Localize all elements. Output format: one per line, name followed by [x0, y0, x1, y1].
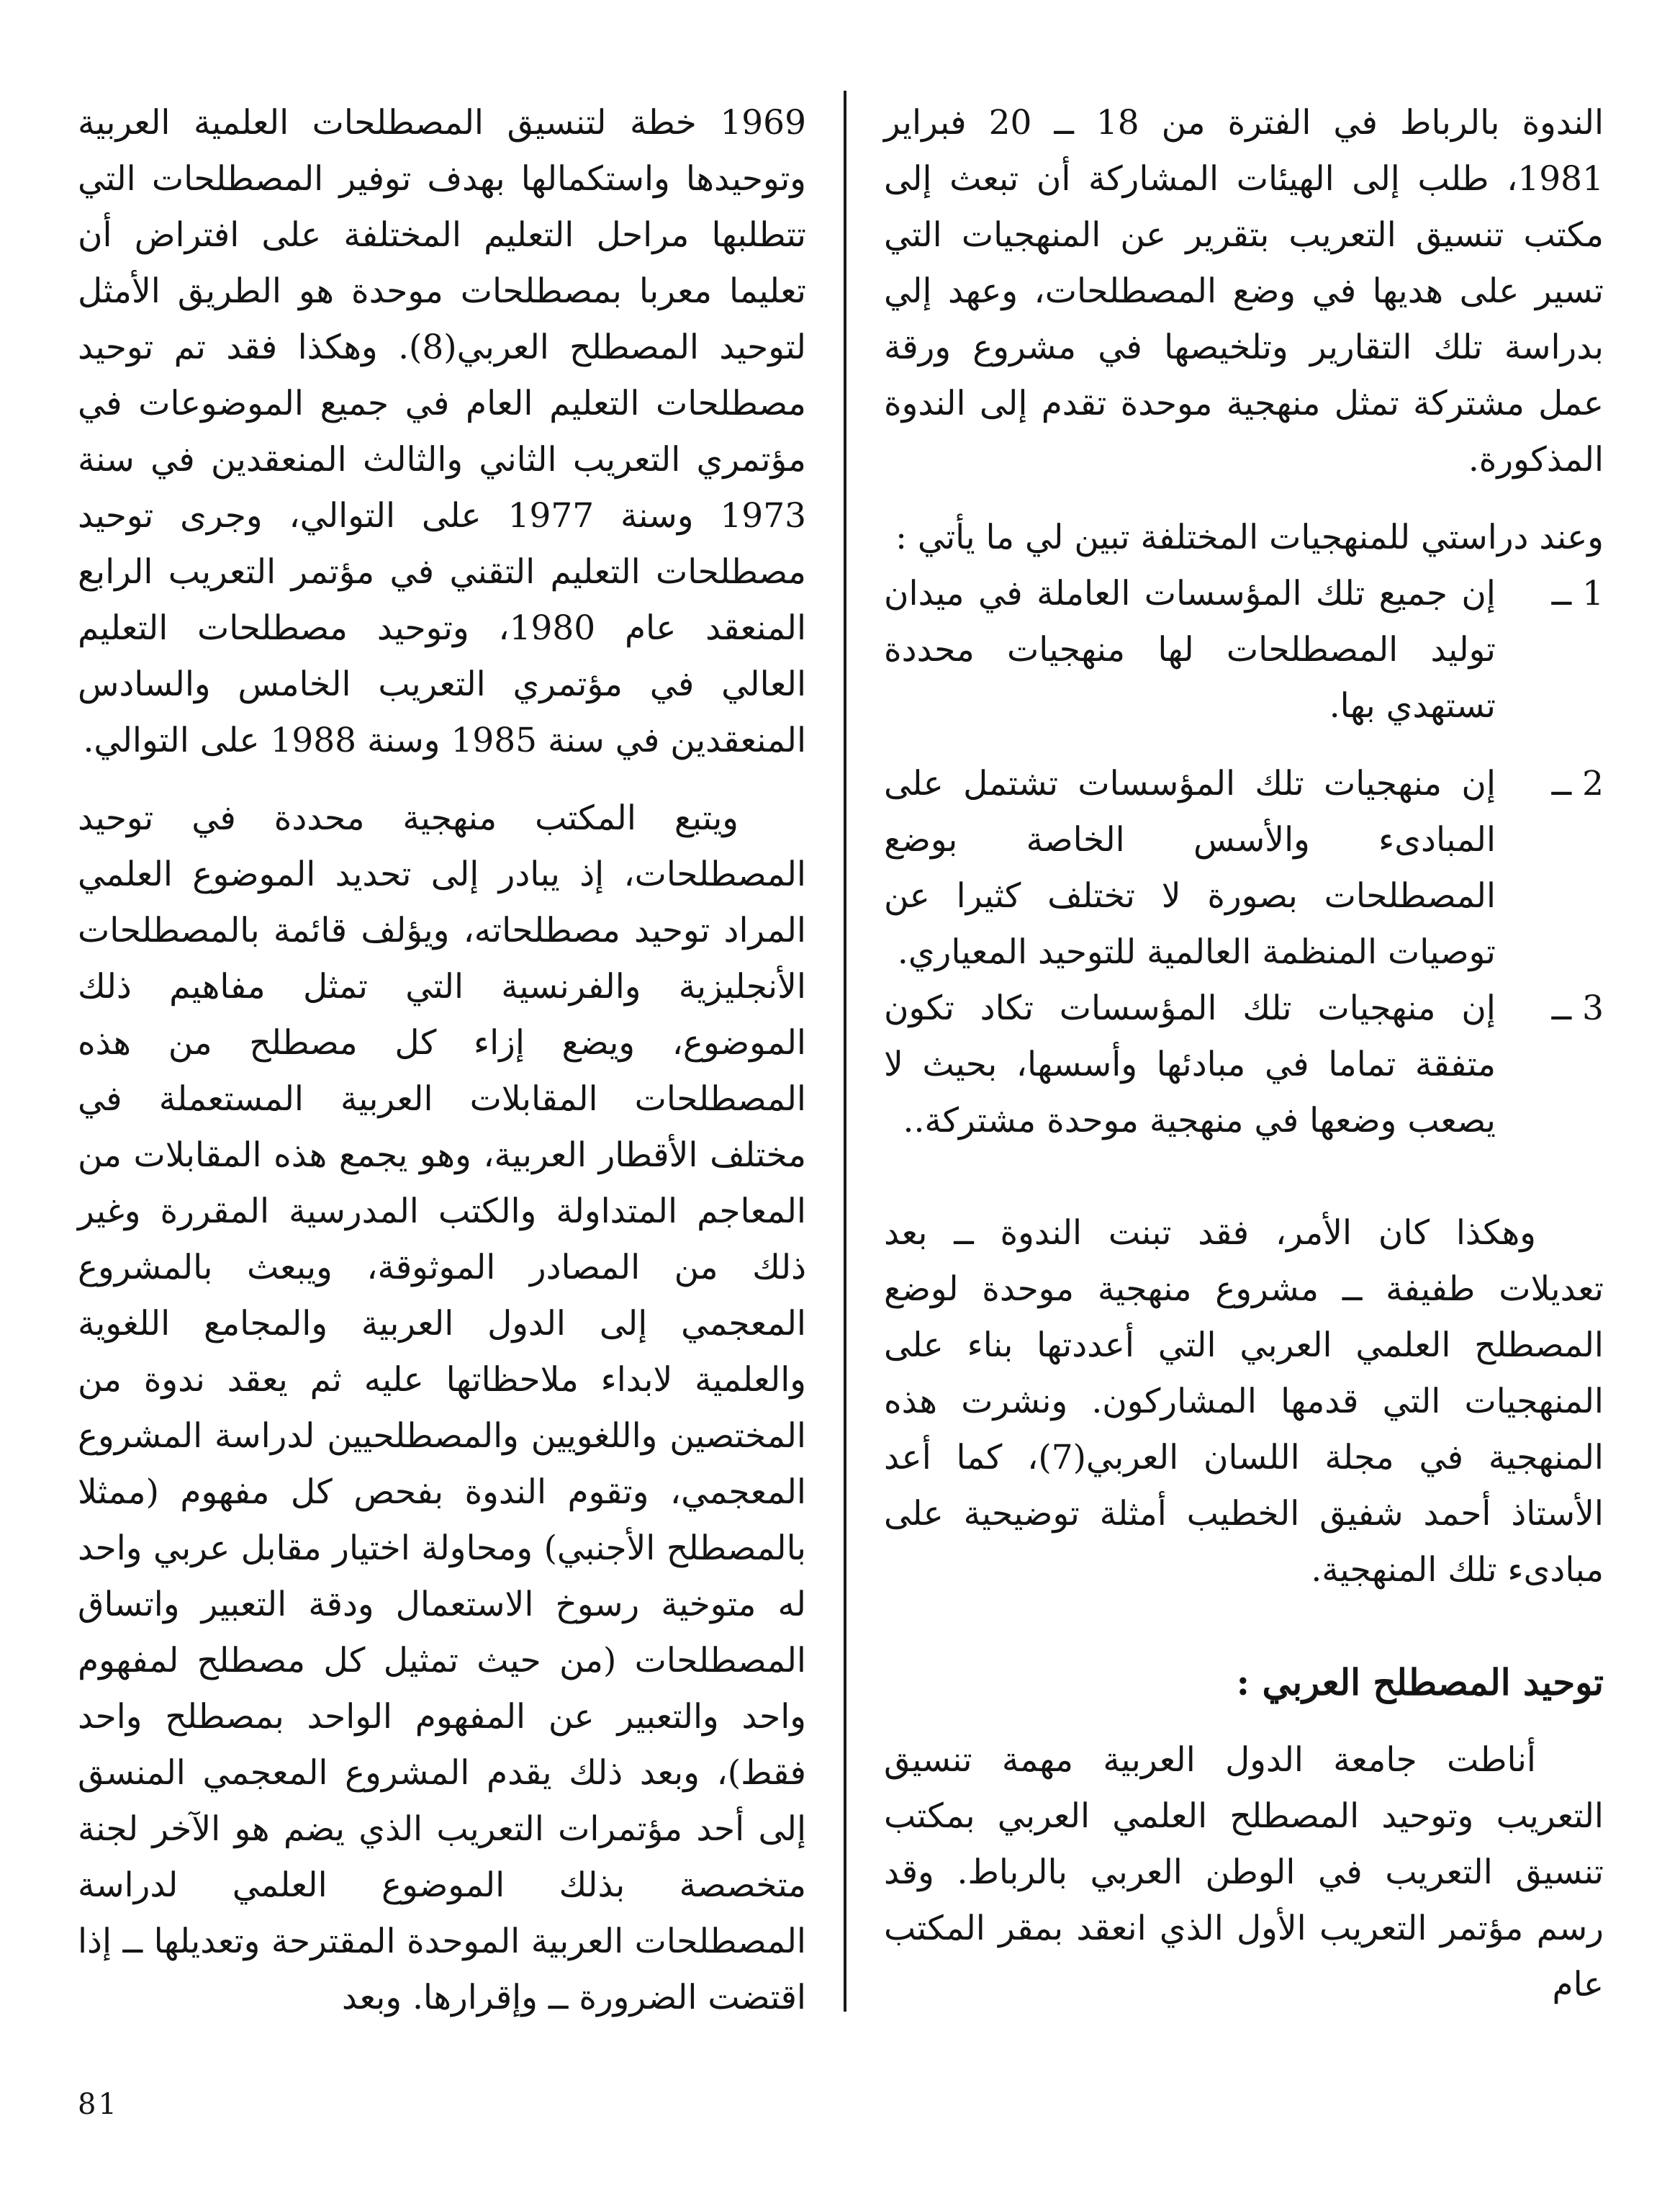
- left-paragraph-2: ويتبع المكتب منهجية محددة في توحيد المصطلحات، إذ يبادر إلى تحديد الموضوع العلمي المراد توحيد مصطلحاته، ويؤلف قائمة بالمصطلحات الأنجليزية والفرنسية التي تمثل مفاهيم ذلك الموضوع، ويضع إزاء كل مصطلح من هذه المصطلحات المقابلات العربية المستعملة في مختلف الأقطار العربية، وهو يجمع هذه المقابلات من المعاجم المتداولة والكتب المدرسية المقررة وغير ذلك من المصادر الموثوقة، ويبعث بالمشروع المعجمي إلى الدول العربية والمجامع اللغوية والعلمية لابداء ملاحظاتها عليه ثم يعقد ندوة من المختصين واللغويين والمصطلحيين لدراسة المشروع المعجمي، وتقوم الندوة بفحص كل مفهوم (ممثلا بالمصطلح الأجنبي) ومحاولة اختيار مقابل عربي واحد له متوخية رسوخ الاستعمال ودقة التعبير واتساق المصطلحات (من حيث تمثيل كل مصطلح لمفهوم واحد والتعبير عن المفهوم الواحد بمصطلح واحد فقط)، وبعد ذلك يقدم المشروع المعجمي المنسق إلى أحد مؤتمرات التعريب الذي يضم هو الآخر لجنة متخصصة بذلك الموضوع العلمي لدراسة المصطلحات العربية الموحدة المقترحة وتعديلها ــ إذا اقتضت الضرورة ــ وإقرارها. وبعد: [78, 798, 806, 2017]
- finding-text-2: إن منهجيات تلك المؤسسات تشتمل على المبادىء والأسس الخاصة بوضع المصطلحات بصورة لا تختلف كثيرا عن توصيات المنظمة العالمية للتوحيد المعياري.: [884, 764, 1496, 972]
- finding-item-3: [884, 981, 1604, 1149]
- page-number: 81: [78, 2088, 119, 2121]
- right-paragraph-3: أناطت جامعة الدول العربية مهمة تنسيق التعريب وتوحيد المصطلح العلمي العربي بمكتب تنسيق التعريب في الوطن العربي بالرباط. وقد رسم مؤتمر التعريب الأول الذي انعقد بمقر المكتب عام: [884, 1740, 1604, 2004]
- finding-number-2: 2 ــ: [1551, 764, 1604, 803]
- finding-text-1: إن جميع تلك المؤسسات العاملة في ميدان توليد المصطلحات لها منهجيات محددة تستهدي بها.: [884, 574, 1496, 726]
- left-column: [78, 95, 806, 2026]
- finding-text-3: إن منهجيات تلك المؤسسات تكاد تكون متفقة تماما في مبادئها وأسسها، بحيث لا يصعب وضعها في منهجية موحدة مشتركة..: [884, 989, 1496, 1140]
- right-paragraph-2: وهكذا كان الأمر، فقد تبنت الندوة ــ بعد تعديلات طفيفة ــ مشروع منهجية موحدة لوضع المصطلح العلمي العربي التي أعددتها بناء على المنهجيات التي قدمها المشاركون. ونشرت هذه المنهجية في مجلة اللسان العربي(7)، كما أعد الأستاذ أحمد شفيق الخطيب أمثلة توضيحية على مبادىء تلك المنهجية.: [884, 1213, 1604, 1590]
- finding-number-1: 1 ــ: [1551, 574, 1604, 613]
- left-paragraph-1: 1969 خطة لتنسيق المصطلحات العلمية العربية وتوحيدها واستكمالها بهدف توفير المصطلحات التي تتطلبها مراحل التعليم المختلفة على افتراض أن تعليما معربا بمصطلحات موحدة هو الطريق الأمثل لتوحيد المصطلح العربي(8). وهكذا فقد تم توحيد مصطلحات التعليم العام في جميع الموضوعات في مؤتمري التعريب الثاني والثالث المنعقدين في سنة 1973 وسنة 1977 على التوالي، وجرى توحيد مصطلحات التعليم التقني في مؤتمر التعريب الرابع المنعقد عام 1980، وتوحيد مصطلحات التعليم العالي في مؤتمري التعريب الخامس والسادس المنعقدين في سنة 1985 وسنة 1988 على التوالي.: [78, 103, 807, 760]
- finding-item-2: [884, 756, 1604, 981]
- right-column: [884, 95, 1604, 2013]
- section-heading: توحيد المصطلح العربي :: [1236, 1661, 1604, 1703]
- finding-number-3: 3 ــ: [1551, 989, 1604, 1028]
- findings-intro: وعند دراستي للمنهجيات المختلفة تبين لي ما يأتي :: [895, 518, 1604, 557]
- column-divider: [844, 91, 846, 2012]
- right-paragraph-1: الندوة بالرباط في الفترة من 18 ــ 20 فبراير 1981، طلب إلى الهيئات المشاركة أن تبعث إلى مكتب تنسيق التعريب بتقرير عن المنهجيات التي تسير على هديها في وضع المصطلحات، وعهد إلي بدراسة تلك التقارير وتلخيصها في مشروع ورقة عمل مشتركة تمثل منهجية موحدة تقدم إلى الندوة المذكورة.: [884, 103, 1604, 480]
- finding-item-1: [884, 566, 1604, 734]
